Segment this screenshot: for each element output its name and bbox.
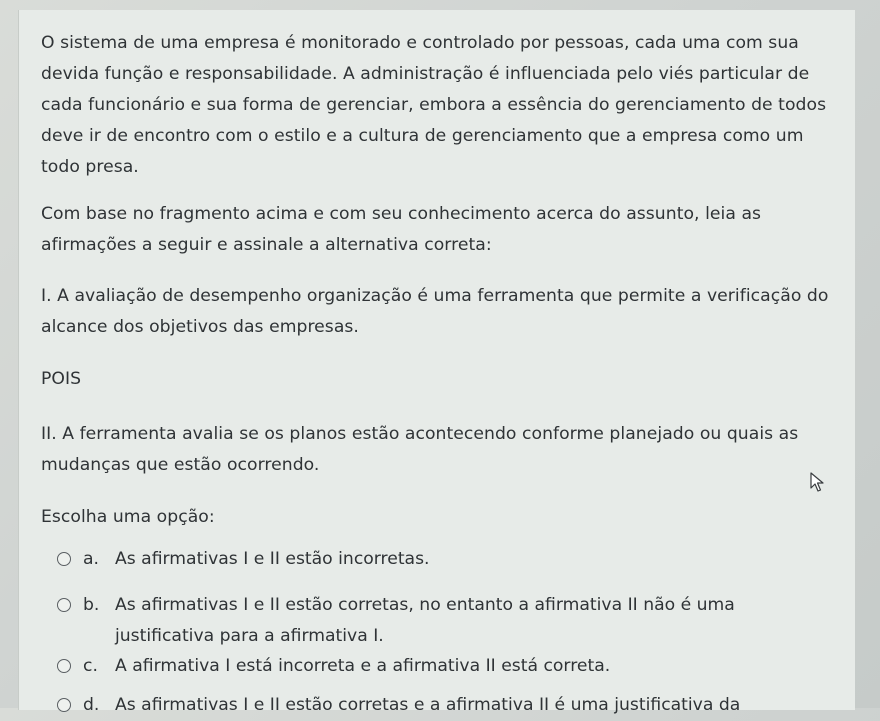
option-text: As afirmativas I e II estão corretas e a afirmativa II é uma justificativa da: [115, 695, 741, 715]
radio-empty-icon[interactable]: [57, 598, 71, 612]
option-text: A afirmativa I está incorreta e a afirmativa II está correta.: [115, 656, 611, 676]
choose-option-label: Escolha uma opção:: [41, 507, 215, 527]
option-letter: c.: [83, 656, 98, 676]
mouse-pointer-icon: [810, 472, 826, 492]
option-text: As afirmativas I e II estão incorretas.: [115, 549, 430, 569]
option-letter: d.: [83, 695, 100, 715]
connector-pois: POIS: [41, 369, 82, 389]
radio-empty-icon[interactable]: [57, 659, 71, 673]
statement-1: I. A avaliação de desempenho organização é uma ferramenta que permite a verificação do alcance dos objetivos das empresas.: [41, 286, 829, 337]
option-letter: a.: [83, 549, 99, 569]
question-command: Com base no fragmento acima e com seu conhecimento acerca do assunto, leia as afirmações a seguir e assinale a alternativa correta:: [41, 204, 762, 255]
question-panel: [18, 10, 855, 715]
question-intro: O sistema de uma empresa é monitorado e controlado por pessoas, cada uma com sua devida função e responsabilidade. A administração é influenciada pelo viés particular de cada funcionário e sua forma de gerenciar, embora a essência do gerenciamento de todos deve ir de encontro com o estilo e a cultura de gerenciamento que a empresa como um todo presa.: [41, 33, 827, 177]
radio-empty-icon[interactable]: [57, 552, 71, 566]
statement-2: II. A ferramenta avalia se os planos estão acontecendo conforme planejado ou quais as mudanças que estão ocorrendo.: [41, 424, 799, 475]
option-text: As afirmativas I e II estão corretas, no entanto a afirmativa II não é uma justificativa para a afirmativa I.: [115, 595, 735, 646]
option-letter: b.: [83, 595, 100, 615]
radio-empty-icon[interactable]: [57, 698, 71, 712]
